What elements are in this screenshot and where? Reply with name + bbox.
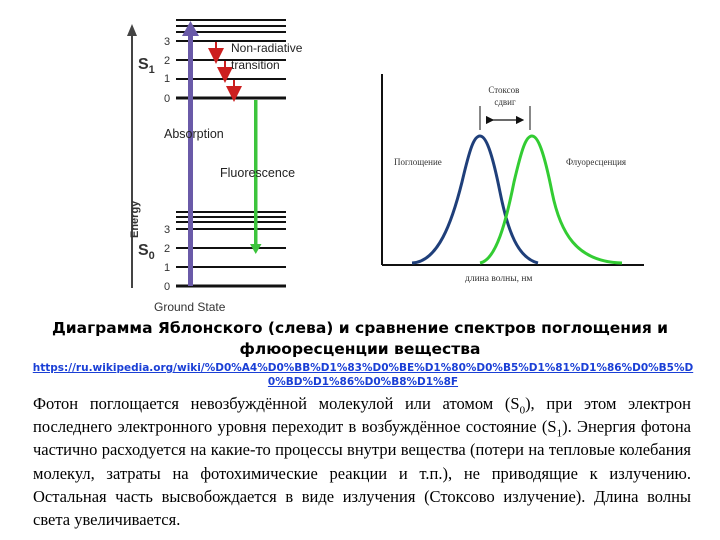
stokes-shift-markers: [480, 106, 530, 130]
s0-level-3: 3: [164, 224, 171, 236]
s1-level-0: 0: [164, 93, 171, 105]
s0-level-1: 1: [164, 262, 171, 274]
ground-state-label: Ground State: [154, 300, 226, 314]
fluorescence-spectrum-label: Флуоресценция: [566, 157, 627, 167]
absorption-spectrum-label: Поглощение: [394, 157, 442, 167]
s0-level-0: 0: [164, 281, 171, 293]
non-radiative-label: Non-radiative transition: [231, 41, 303, 72]
absorption-spectrum-curve: [412, 136, 538, 263]
spectra-diagram: [372, 72, 648, 292]
source-link[interactable]: https://ru.wikipedia.org/wiki/%D0%A4%D0%BB%D1%83%D0%BE%D1%80%D0%B5%D1%81%D1%86%D0%B5%D0%BD%D1%86%D0%B8%D1%8F: [32, 362, 694, 388]
body-part-3: ). Энергия фотона частично расходуется на какие-то процессы внутри вещества (потери на тепловые колебания молекул, затраты на фотохимические реакции и т.п.), не приводящие к излучению. Остальная часть высвобождается в виде излучения (Стоксово излучение). Длина волны света увеличивается.: [33, 417, 691, 530]
body-part-1: Фотон поглощается невозбуждённой молекулой или атомом (S: [33, 394, 520, 413]
wavelength-axis-label: длина волны, нм: [465, 274, 533, 284]
s1-level-1: 1: [164, 73, 171, 85]
body-part-2: ), при этом электрон последнего электронного уровня переходит в возбуждённое состояние (S: [33, 394, 691, 437]
caption-line-2: флюоресценции вещества: [239, 340, 481, 358]
energy-axis: [127, 24, 137, 288]
s1-level-2: 2: [164, 55, 171, 67]
caption-line-1: Диаграмма Яблонского (слева) и сравнение спектров поглощения и: [51, 319, 669, 337]
jablonski-diagram: [112, 18, 317, 316]
absorption-label: Absorption: [164, 127, 224, 141]
stokes-shift-label: Стоксов сдвиг: [488, 85, 520, 107]
s1-label: $S_1$: [138, 56, 155, 76]
energy-axis-label: Energy: [129, 200, 141, 238]
body-sub-1: 1: [556, 427, 563, 440]
s0-level-2: 2: [164, 243, 171, 255]
s1-level-3: 3: [164, 36, 171, 48]
body-paragraph: [33, 392, 691, 531]
body-sub-0: 0: [519, 404, 526, 417]
figure-caption: [0, 318, 720, 360]
s0-label: $S_0$: [138, 242, 155, 262]
fluorescence-label: Fluorescence: [220, 166, 296, 180]
